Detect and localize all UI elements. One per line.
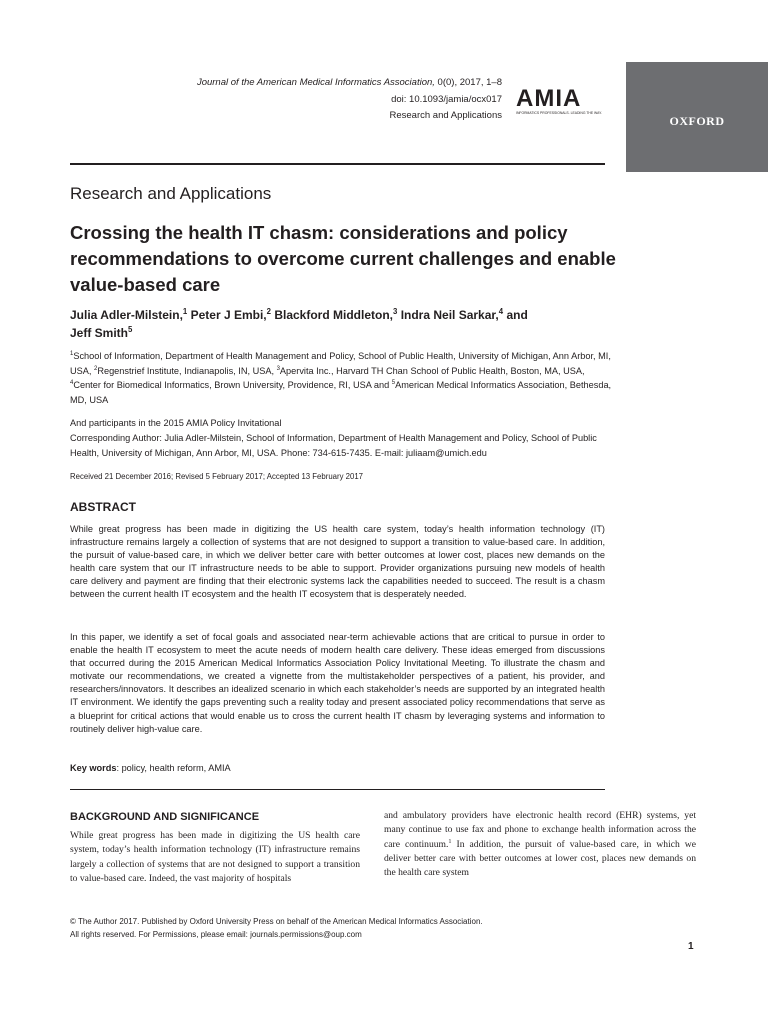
article-title: Crossing the health IT chasm: considerations and policy recommendations to overcome current challenges and enable value-based care — [70, 222, 616, 295]
received-dates: Received 21 December 2016; Revised 5 February 2017; Accepted 13 February 2017 — [70, 472, 363, 481]
citation-ref[interactable]: 1 — [448, 837, 452, 845]
author-list — [70, 306, 630, 342]
background-heading: BACKGROUND AND SIGNIFICANCE — [70, 811, 260, 823]
copyright-notice: © The Author 2017. Published by Oxford University Press on behalf of the American Medical Informatics Association. All rights reserved. For Permissions, please email: journals.permissions@oup.com — [70, 917, 483, 939]
affiliations: $^1$School of Information, Department of Health Management and Policy, School of Public Health, University of Michigan, Ann Arbor, MI, USA, $^2$Regenstrief Institute, Indianapolis, IN, USA, $^3$Apervita Inc., Harvard TH Chan School of Public Health, Boston, MA, USA, $^4$Center for Biomedical Informatics, Brown University, Providence, RI, USA and $^5$American Medical Informatics Association, Bethesda, MD, USA — [70, 350, 612, 406]
abstract-paragraph: While great progress has been made in digitizing the US health care system, today’s health information technology (IT) infrastructure remains largely a collection of systems that are not designed to support a transition to value-based care. In addition, the pursuit of value-based care, in which we deliver better care with better outcomes at lower cost, places new demands on the health care system that our IT infrastructure needs to be able to support. Provider organizations pursuing new models of health care delivery and payment are finding that their electronic systems lack the capabilities needed to succeed. The result is a chasm between the current health IT ecosystem and the health IT ecosystem that is desperately needed. — [70, 524, 605, 600]
amia-logo-text: AMIA — [516, 85, 582, 112]
section-label: Research and Applications — [70, 184, 272, 203]
keywords — [70, 763, 231, 773]
amia-logo — [516, 84, 616, 116]
abstract-divider — [70, 789, 605, 790]
body-text-left-column: While great progress has been made in digitizing the US health care system, today’s health information technology (IT) infrastructure remains largely a collection of systems that are not designed to support a transition to value-based care. Indeed, the vast majority of hospitals — [70, 830, 360, 884]
oxford-publisher-logo — [626, 62, 768, 172]
participants-note: And participants in the 2015 AMIA Policy Invitational — [70, 418, 282, 428]
author-conjunction: and — [506, 308, 528, 322]
article-category: Research and Applications — [389, 110, 502, 121]
body-text-right-column: and ambulatory providers have electronic health record (EHR) systems, yet many continue to use fax and phone to exchange health information across the care continuum.$^1$ In addition, the pursuit of value-based care, in which we deliver better care with better outcomes at lower cost, places new demands on the health care system — [384, 810, 696, 879]
keywords-list: : policy, health reform, AMIA — [116, 763, 231, 773]
author: Peter J Embi,$^2$ — [190, 307, 271, 322]
journal-issue: 0(0), 2017, 1–8 — [434, 77, 502, 88]
corresponding-author: Corresponding Author: Julia Adler-Milstein, School of Information, Department of Health Management and Policy, School of Public Health, University of Michigan, Ann Arbor, MI, USA. Phone: 734-615-7435. E-mail: juliaam@umich.edu — [70, 433, 597, 458]
header-divider — [70, 163, 605, 165]
author: Jeff Smith$^5$ — [70, 325, 133, 340]
author: Blackford Middleton,$^3$ — [274, 307, 398, 322]
doi[interactable]: doi: 10.1093/jamia/ocx017 — [391, 94, 502, 105]
page-number: 1 — [688, 941, 694, 952]
author: Indra Neil Sarkar,$^4$ — [400, 307, 504, 322]
abstract-heading: ABSTRACT — [70, 500, 136, 514]
abstract-paragraph: In this paper, we identify a set of focal goals and associated near-term achievable actions that are critical to pursue in order to enable the health IT ecosystem to meet the acute needs of modern health care delivery. These ideas emerged from discussions that occurred during the 2015 American Medical Informatics Association Policy Invitational Meeting. To illustrate the chasm and motivate our recommendations, we created a vignette from the multistakeholder perspectives of a patient, his provider, and researchers/innovators. It describes an idealized scenario in which each stakeholder’s needs are supported by an integrated health IT environment. We identify the gaps preventing such a reality today and present associated policy recommendations that serve as a blueprint for critical actions that would enable us to cross the current health IT chasm by leveraging systems and information to routinely deliver high-value care. — [70, 632, 605, 734]
author: Julia Adler-Milstein,$^1$ — [70, 307, 188, 322]
keywords-label: Key words — [70, 763, 117, 773]
amia-logo-tagline: INFORMATICS PROFESSIONALS. LEADING THE WAY. — [516, 111, 602, 115]
journal-name: Journal of the American Medical Informatics Association, — [196, 77, 435, 88]
journal-citation — [197, 75, 502, 90]
publisher-name: OXFORD — [669, 114, 725, 128]
